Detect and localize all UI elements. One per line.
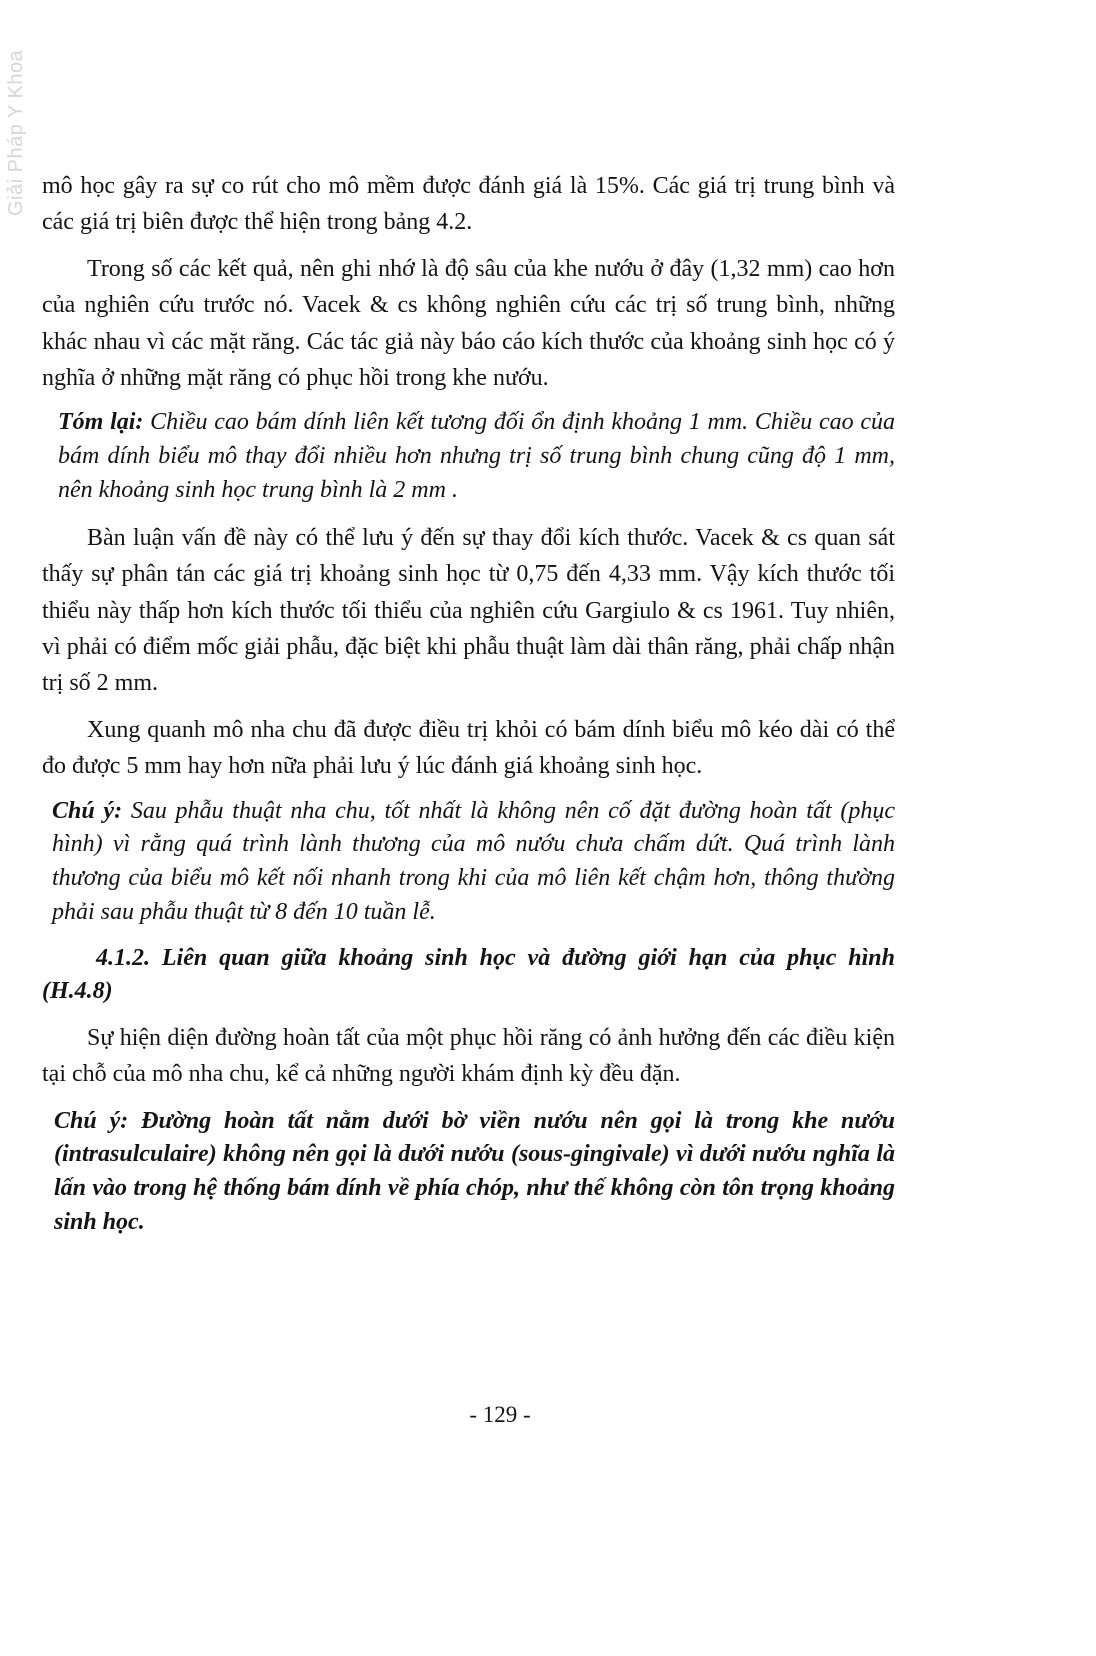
note-intrasulcular [54,1105,895,1240]
section-heading: 4.1.2. Liên quan giữa khoảng sinh học và đường giới hạn của phục hình (H.4.8) [42,944,895,1004]
paragraph-continuation: mô học gây ra sự co rút cho mô mềm được đánh giá là 15%. Các giá trị trung bình và các giá trị biên được thể hiện trong bảng 4.2. [42,173,895,236]
summary-body: Chiều cao bám dính liên kết tương đối ổn định khoảng 1 mm. Chiều cao của bám dính biểu mô thay đổi nhiều hơn nhưng trị số trung bình chung cũng độ 1 mm, nên khoảng sinh học trung bình là 2 mm . [58,409,896,504]
paragraph-finish-line: Sự hiện diện đường hoàn tất của một phục hồi răng có ảnh hưởng đến các điều kiện tại chỗ của mô nha chu, kể cả những người khám định kỳ đều đặn. [42,1024,895,1088]
summary-note [58,406,895,507]
note-intrasulcular-body: Đường hoàn tất nằm dưới bờ viền nướu nên gọi là trong khe nướu (intrasulculaire) không nên gọi là dưới nướu (sous-gingivale) vì dưới nướu nghĩa là lấn vào trong hệ thống bám dính về phía chóp, như thế không còn tôn trọng khoảng sinh học. [54,1107,895,1236]
paragraph-results: Trong số các kết quả, nên ghi nhớ là độ sâu của khe nướu ở đây (1,32 mm) cao hơn của nghiên cứu trước nó. Vacek & cs không nghiên cứu các trị số trung bình, những khác nhau vì các mặt răng. Các tác giả này báo cáo kích thước của khoảng sinh học có ý nghĩa ở những mặt răng có phục hồi trong khe nướu. [42,255,895,392]
watermark-text: Giải Pháp Y Khoa [5,49,27,216]
paragraph-epithelial: Xung quanh mô nha chu đã được điều trị khỏi có bám dính biểu mô kéo dài có thể đo được 5 mm hay hơn nữa phải lưu ý lúc đánh giá khoảng sinh học. [42,716,895,780]
watermark [2,16,30,216]
note-healing-body: Sau phẫu thuật nha chu, tốt nhất là không nên cố đặt đường hoàn tất (phục hình) vì rằng quá trình lành thương của mô nướu chưa chấm dứt. Quá trình lành thương của biểu mô kết nối nhanh trong khi của mô liên kết chậm hơn, thông thường phải sau phẫu thuật từ 8 đến 10 tuần lễ. [52,797,895,926]
note-healing-lead: Chú ý: [52,797,123,824]
paragraph-discussion: Bàn luận vấn đề này có thể lưu ý đến sự thay đổi kích thước. Vacek & cs quan sát thấy sự phân tán các giá trị khoảng sinh học từ 0,75 đến 4,33 mm. Vậy kích thước tối thiểu này thấp hơn kích thước tối thiểu của nghiên cứu Gargiulo & cs 1961. Tuy nhiên, vì phải có điểm mốc giải phẫu, đặc biệt khi phẫu thuật làm dài thân răng, phải chấp nhận trị số 2 mm. [42,524,895,697]
note-healing [52,795,895,930]
page-content [42,168,895,1240]
summary-lead: Tóm lại: [58,409,144,436]
page-number: - 129 - [469,1402,531,1427]
note-intrasulcular-lead: Chú ý: [54,1107,129,1134]
